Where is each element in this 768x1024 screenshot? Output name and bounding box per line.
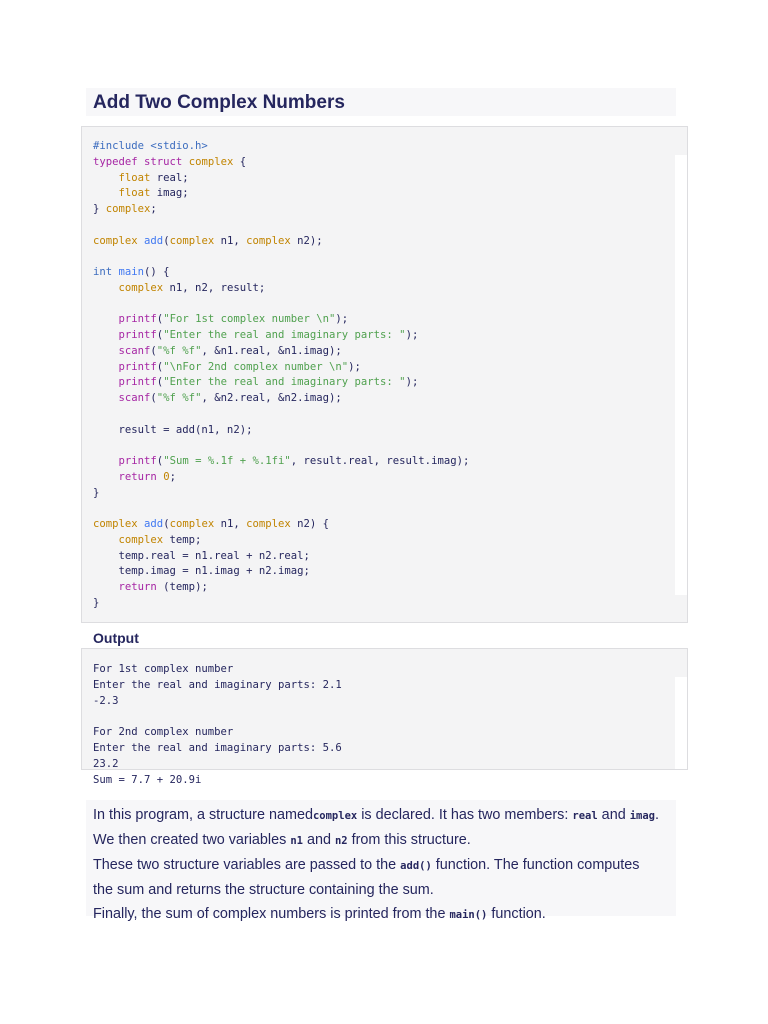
code-line: complex temp; bbox=[118, 533, 202, 546]
code-line: } bbox=[93, 596, 100, 609]
code-line: temp.real = n1.real + n2.real; bbox=[93, 549, 310, 562]
output-heading: Output bbox=[93, 630, 139, 646]
explanation-line-1: In this program, a structure namedcomplex is declared. It has two members: real and imag. bbox=[93, 807, 659, 823]
explanation-line-5: Finally, the sum of complex numbers is printed from the main() function. bbox=[93, 906, 546, 922]
code-line: printf("For 1st complex number \n"); bbox=[118, 313, 349, 326]
inline-code: n2 bbox=[334, 835, 348, 847]
inline-code: add() bbox=[400, 860, 432, 872]
output-line: Sum = 7.7 + 20.9i bbox=[93, 773, 202, 786]
code-line: complex add(complex n1, complex n2) { bbox=[93, 518, 330, 530]
explanation-line-3: These two structure variables are passed to the add() function. The function computes bbox=[93, 857, 640, 873]
code-line: printf("Enter the real and imaginary parts: "); bbox=[118, 329, 419, 341]
code-line: printf("Enter the real and imaginary parts: "); bbox=[118, 376, 419, 389]
code-line: result = add(n1, n2); bbox=[93, 423, 253, 436]
code-line: printf("\nFor 2nd complex number \n"); bbox=[118, 360, 361, 373]
output-listing bbox=[93, 662, 342, 788]
code-line: } bbox=[93, 486, 100, 499]
code-line: return 0; bbox=[118, 470, 176, 483]
inline-code: n1 bbox=[290, 835, 303, 847]
explanation bbox=[93, 803, 683, 927]
code-line: } complex; bbox=[93, 203, 157, 215]
code-line: temp.imag = n1.imag + n2.imag; bbox=[93, 565, 310, 578]
output-heading-band bbox=[86, 626, 676, 648]
output-line: -2.3 bbox=[93, 694, 119, 707]
page-title: Add Two Complex Numbers bbox=[93, 92, 345, 113]
code-line: int main() { bbox=[93, 266, 170, 278]
output-line: Enter the real and imaginary parts: 5.6 bbox=[93, 741, 342, 754]
explanation-line-2: We then created two variables n1 and n2 from this structure. bbox=[93, 832, 471, 848]
output-block-edge bbox=[675, 677, 687, 769]
output-line: 23.2 bbox=[93, 757, 119, 770]
code-line: scanf("%f %f", &n1.real, &n1.imag); bbox=[118, 344, 342, 357]
inline-code: real bbox=[572, 810, 598, 822]
code-line: complex add(complex n1, complex n2); bbox=[93, 234, 323, 247]
code-line: scanf("%f %f", &n2.real, &n2.imag); bbox=[118, 392, 342, 404]
inline-code: main() bbox=[449, 909, 488, 921]
explanation-line-4: the sum and returns the structure containing the sum. bbox=[93, 882, 434, 898]
code-listing bbox=[93, 139, 469, 612]
code-line: typedef struct complex { bbox=[93, 155, 247, 168]
code-block bbox=[81, 126, 688, 623]
code-line: #include <stdio.h> bbox=[93, 140, 208, 152]
code-line: float imag; bbox=[118, 187, 189, 200]
output-line: Enter the real and imaginary parts: 2.1 bbox=[93, 678, 342, 691]
output-block bbox=[81, 648, 688, 786]
inline-code: imag bbox=[629, 810, 655, 822]
output-line: For 1st complex number bbox=[93, 663, 234, 675]
code-line: return (temp); bbox=[118, 581, 208, 593]
code-block-edge bbox=[675, 155, 687, 595]
code-line: complex n1, n2, result; bbox=[118, 281, 266, 294]
code-line: printf("Sum = %.1f + %.1fi", result.real, result.imag); bbox=[118, 455, 470, 467]
inline-code: complex bbox=[312, 810, 358, 822]
code-line: float real; bbox=[118, 171, 189, 184]
output-line: For 2nd complex number bbox=[93, 726, 234, 739]
